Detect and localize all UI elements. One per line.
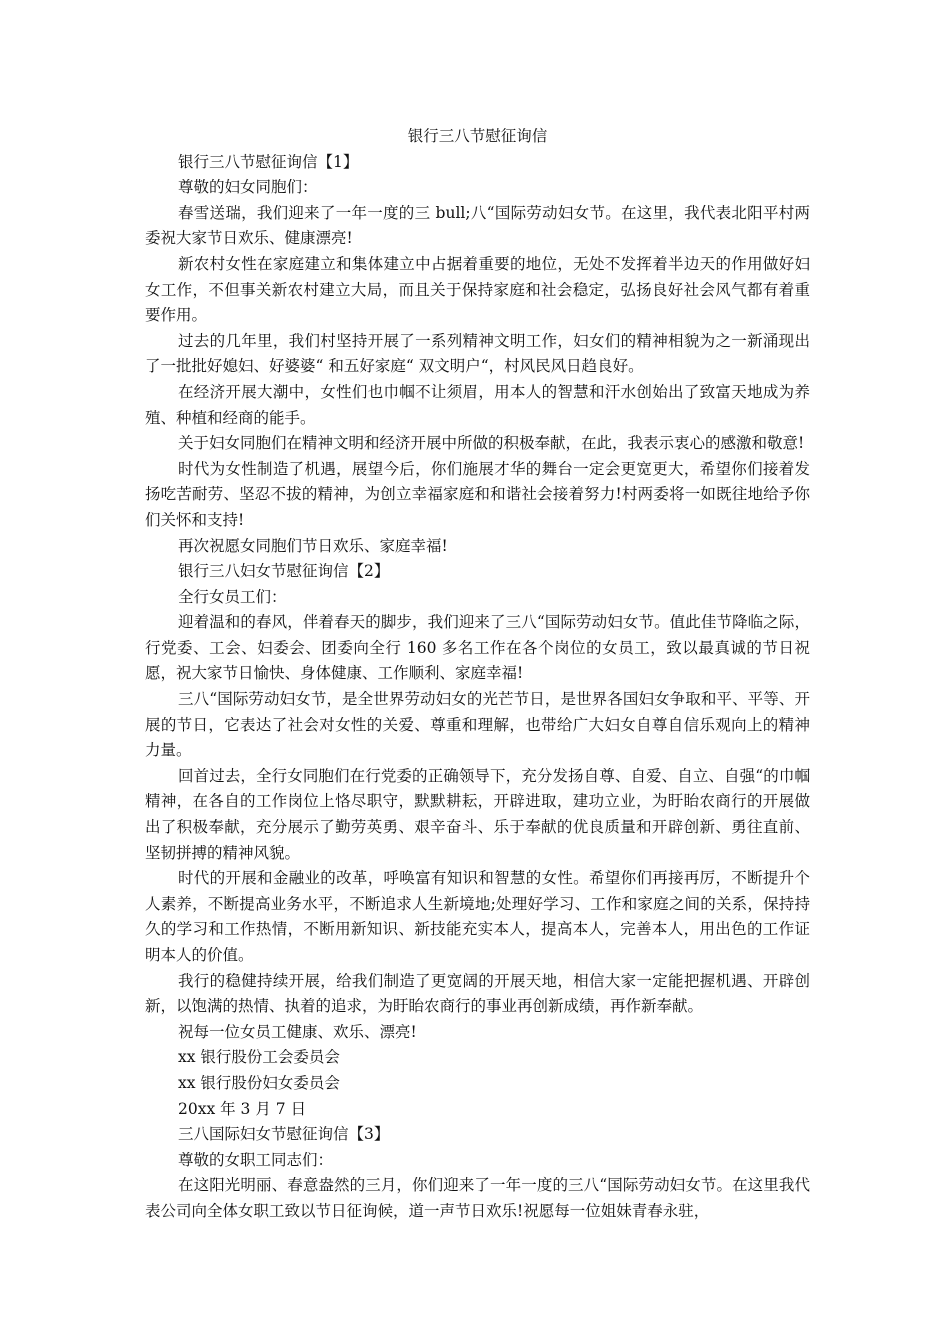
paragraph: 新农村女性在家庭建立和集体建立中占据着重要的地位，无处不发挥着半边天的作用做好妇女工作，不但事关新农村建立大局，而且关于保持家庭和社会稳定，弘扬良好社会风气都有着重要作用。 [145,254,810,325]
signature-union: xx 银行股份工会委员会 [178,1048,340,1067]
paragraph: 回首过去，全行女同胞们在行党委的正确领导下，充分发扬自尊、自爱、自立、自强“的巾帼精神，在各自的工作岗位上恪尽职守，默默耕耘，开辟进取，建功立业，为盱眙农商行的开展做出了积极奉献，充分展示了勤劳英勇、艰辛奋斗、乐于奉献的优良质量和开辟创新、勇往直前、坚韧拼搏的精神风貌。 [145,766,810,862]
paragraph: 我行的稳健持续开展，给我们制造了更宽阔的开展天地，相信大家一定能把握机遇、开辟创新，以饱满的热情、执着的追求，为盱眙农商行的事业再创新成绩，再作新奉献。 [145,971,810,1016]
section-heading-1: 银行三八节慰征询信【1】 [178,152,359,171]
salutation-1: 尊敬的妇女同胞们： [178,178,318,197]
paragraph: 春雪送瑞，我们迎来了一年一度的三 bull;八“国际劳动妇女节。在这里，我代表北阳平村两委祝大家节日欢乐、健康漂亮! [145,203,810,248]
paragraph: 在经济开展大潮中，女性们也巾帼不让须眉，用本人的智慧和汗水创始出了致富天地成为养殖、种植和经商的能手。 [145,382,810,427]
document-body [145,124,810,1225]
paragraph: 再次祝愿女同胞们节日欢乐、家庭幸福! [178,536,448,555]
section-heading-3: 三八国际妇女节慰征询信【3】 [178,1125,390,1144]
paragraph: 过去的几年里，我们村坚持开展了一系列精神文明工作，妇女们的精神相貌为之一新涌现出了一批批好媳妇、好婆婆“ 和五好家庭“ 双文明户“，村风民风日趋良好。 [145,331,810,376]
signature-date: 20xx 年 3 月 7 日 [178,1099,307,1118]
paragraph: 时代的开展和金融业的改革，呼唤富有知识和智慧的女性。希望你们再接再厉，不断提升个人素养，不断提高业务水平，不断追求人生新境地;处理好学习、工作和家庭之间的关系，保持持久的学习和工作热情，不断用新知识、新技能充实本人，提高本人，完善本人，用出色的工作证明本人的价值。 [145,869,810,964]
paragraph: 在这阳光明丽、春意盎然的三月，你们迎来了一年一度的三八“国际劳动妇女节。在这里我代表公司向全体女职工致以节日征询候，道一声节日欢乐!祝愿每一位姐妹青春永驻， [145,1176,810,1220]
document-title: 银行三八节慰征询信 [407,127,548,145]
paragraph: 祝每一位女员工健康、欢乐、漂亮! [178,1022,417,1041]
section-heading-2: 银行三八妇女节慰征询信【2】 [178,562,390,581]
paragraph: 关于妇女同胞们在精神文明和经济开展中所做的积极奉献，在此，我表示衷心的感激和敬意! [178,434,805,453]
paragraph: 时代为女性制造了机遇，展望今后，你们施展才华的舞台一定会更宽更大，希望你们接着发扬吃苦耐劳、坚忍不拔的精神，为创立幸福家庭和和谐社会接着努力!村两委将一如既往地给予你们关怀和支持! [145,459,810,529]
salutation-2: 全行女员工们： [178,587,287,606]
signature-women-committee: xx 银行股份妇女委员会 [178,1073,340,1092]
salutation-3: 尊敬的女职工同志们： [178,1150,334,1169]
paragraph: 迎着温和的春风，伴着春天的脚步，我们迎来了三八“国际劳动妇女节。值此佳节降临之际，行党委、工会、妇委会、团委向全行 160 多名工作在各个岗位的女员工，致以最真诚的节日祝愿，祝大家节日愉快、身体健康、工作顺利、家庭幸福! [145,613,810,683]
paragraph: 三八“国际劳动妇女节，是全世界劳动妇女的光芒节日，是世界各国妇女争取和平、平等、开展的节日，它表达了社会对女性的关爱、尊重和理解，也带给广大妇女自尊自信乐观向上的精神力量。 [145,690,810,760]
